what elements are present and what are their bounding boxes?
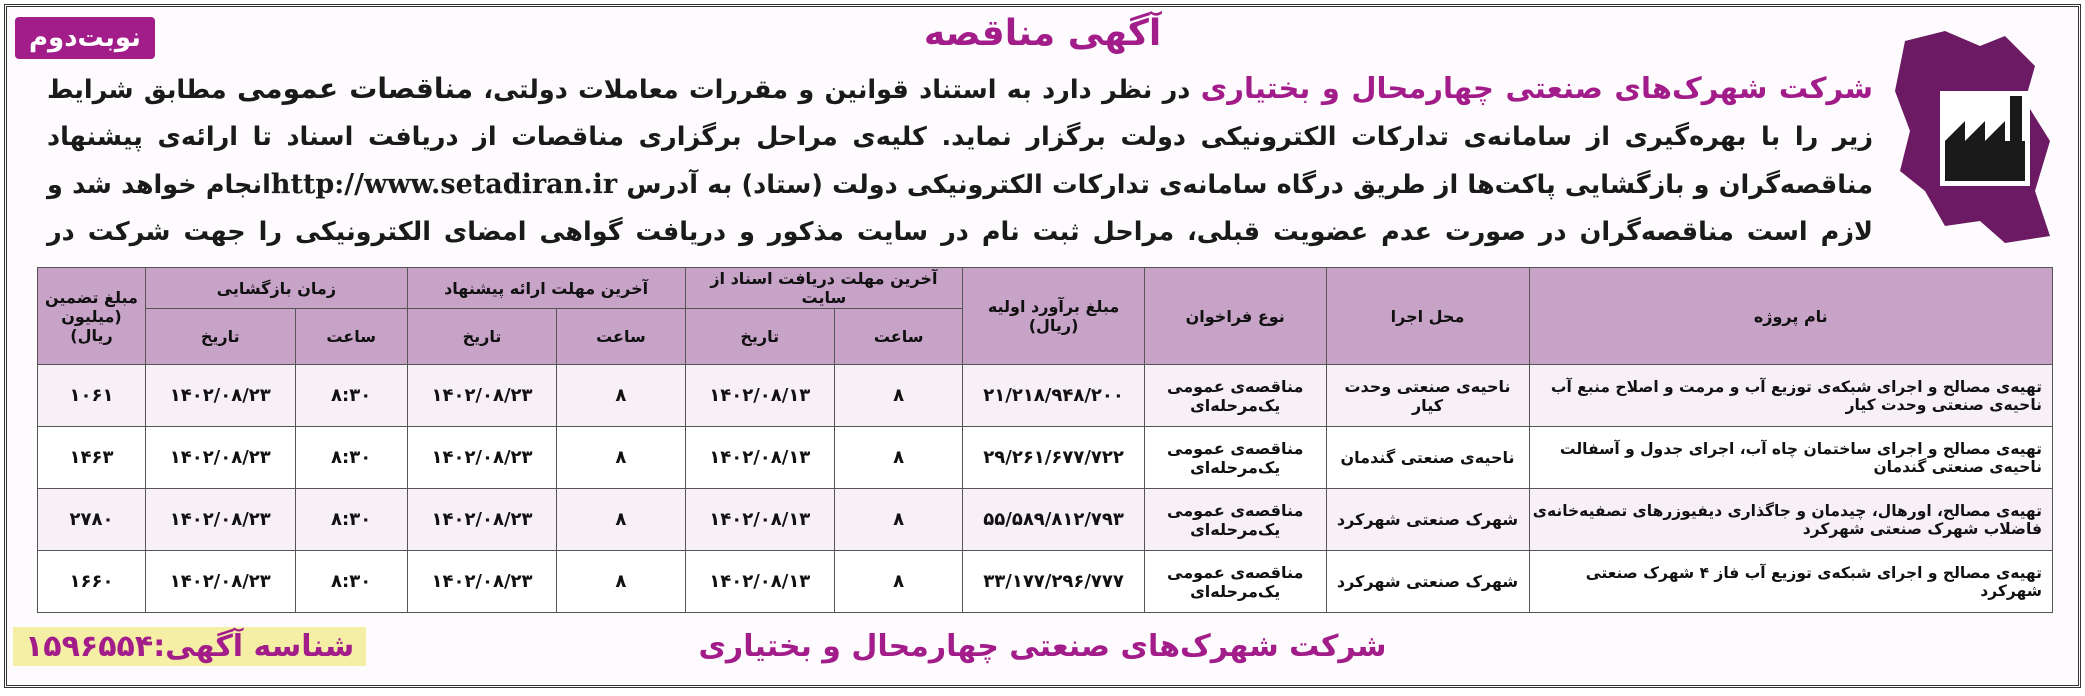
open-date: ۱۴۰۲/۰۸/۲۳ xyxy=(145,551,295,613)
intro-text-1: در نظر دارد به استناد قوانین و مقررات معاملات دولتی، xyxy=(473,75,1201,105)
project-name: تهیه‌ی مصالح و اجرای شبکه‌ی توزیع آب فاز ۴ شهرک صنعتی شهرکرد xyxy=(1529,551,2053,613)
location: شهرک صنعتی شهرکرد xyxy=(1326,551,1529,613)
doc-time: ۸ xyxy=(835,365,963,427)
open-time: ۸:۳۰ xyxy=(295,427,407,489)
location: شهرک صنعتی شهرکرد xyxy=(1326,489,1529,551)
header-date: تاریخ xyxy=(407,309,557,365)
header-date: تاریخ xyxy=(685,309,835,365)
header-guarantee: مبلغ تضمین (میلیون ریال) xyxy=(38,268,146,365)
intro-text-2: مطابق شرایط زیر را با بهره‌گیری از سامانه‌ی تدارکات الکترونیکی دولت برگزار نماید. کلیه‌ی مراحل برگزاری مناقصات از دریافت اسناد تا ارائه‌ی پیشنهاد مناقصه‌گران و بازگشایی پاکت‌ها از طریق درگاه سامانه‌ی تدارکات الکترونیکی دولت (ستاد) به آدرس xyxy=(47,75,1873,200)
factory-logo-icon xyxy=(1885,21,2060,251)
doc-date: ۱۴۰۲/۰۸/۱۳ xyxy=(685,551,835,613)
header-time: ساعت xyxy=(557,309,685,365)
guarantee: ۲۷۸۰ xyxy=(38,489,146,551)
header-location: محل اجرا xyxy=(1326,268,1529,365)
publication-round-badge: نوبت‌دوم xyxy=(15,17,155,59)
setad-link[interactable]: http://www.setadiran.ir xyxy=(270,169,618,200)
guarantee: ۱۰۶۱ xyxy=(38,365,146,427)
header-opening: زمان بازگشایی xyxy=(145,268,407,309)
open-time: ۸:۳۰ xyxy=(295,365,407,427)
doc-date: ۱۴۰۲/۰۸/۱۳ xyxy=(685,427,835,489)
offer-date: ۱۴۰۲/۰۸/۲۳ xyxy=(407,551,557,613)
doc-date: ۱۴۰۲/۰۸/۱۳ xyxy=(685,489,835,551)
estimate: ۵۵/۵۸۹/۸۱۲/۷۹۳ xyxy=(963,489,1145,551)
tender-ad xyxy=(4,4,2081,688)
call-type: مناقصه‌ی عمومی یک‌مرحله‌ای xyxy=(1144,551,1326,613)
tender-table xyxy=(37,267,2053,613)
doc-time: ۸ xyxy=(835,489,963,551)
header-date: تاریخ xyxy=(145,309,295,365)
table-row xyxy=(38,489,2053,551)
estimate: ۳۳/۱۷۷/۲۹۶/۷۷۷ xyxy=(963,551,1145,613)
location: ناحیه‌ی صنعتی وحدت کیار xyxy=(1326,365,1529,427)
company-name: شرکت شهرک‌های صنعتی چهارمحال و بختیاری xyxy=(1200,71,1873,105)
open-date: ۱۴۰۲/۰۸/۲۳ xyxy=(145,365,295,427)
open-date: ۱۴۰۲/۰۸/۲۳ xyxy=(145,489,295,551)
doc-time: ۸ xyxy=(835,427,963,489)
offer-date: ۱۴۰۲/۰۸/۲۳ xyxy=(407,365,557,427)
project-name: تهیه‌ی مصالح و اجرای شبکه‌ی توزیع آب و مرمت و اصلاح منبع آب ناحیه‌ی صنعتی وحدت کیار xyxy=(1529,365,2053,427)
guarantee: ۱۶۶۰ xyxy=(38,551,146,613)
project-name: تهیه‌ی مصالح و اجرای ساختمان چاه آب، اجرای جدول و آسفالت ناحیه‌ی صنعتی گندمان xyxy=(1529,427,2053,489)
open-date: ۱۴۰۲/۰۸/۲۳ xyxy=(145,427,295,489)
estimate: ۲۱/۲۱۸/۹۴۸/۲۰۰ xyxy=(963,365,1145,427)
call-type: مناقصه‌ی عمومی یک‌مرحله‌ای xyxy=(1144,489,1326,551)
header-call-type: نوع فراخوان xyxy=(1144,268,1326,365)
table-row xyxy=(38,427,2053,489)
header-estimate: مبلغ برآورد اولیه (ریال) xyxy=(963,268,1145,365)
offer-time: ۸ xyxy=(557,489,685,551)
ad-title: آگهی مناقصه xyxy=(923,13,1162,54)
ad-id-badge: شناسه آگهی:۱۵۹۶۵۵۴ xyxy=(13,627,366,666)
call-type: مناقصه‌ی عمومی یک‌مرحله‌ای xyxy=(1144,427,1326,489)
location: ناحیه‌ی صنعتی گندمان xyxy=(1326,427,1529,489)
table-row xyxy=(38,551,2053,613)
offer-date: ۱۴۰۲/۰۸/۲۳ xyxy=(407,489,557,551)
header-time: ساعت xyxy=(295,309,407,365)
doc-time: ۸ xyxy=(835,551,963,613)
header-time: ساعت xyxy=(835,309,963,365)
intro-text-3: انجام خواهد شد و لازم است مناقصه‌گران در صورت عدم عضویت قبلی، مراحل ثبت نام در سایت مذکور و دریافت گواهی امضای الکترونیکی را جهت شرکت در xyxy=(47,170,1873,247)
header-project: نام پروژه xyxy=(1529,268,2053,365)
open-time: ۸:۳۰ xyxy=(295,489,407,551)
table-row xyxy=(38,365,2053,427)
header-doc-deadline: آخرین مهلت دریافت اسناد از سایت xyxy=(685,268,963,309)
open-time: ۸:۳۰ xyxy=(295,551,407,613)
tender-type-highlight: مناقصات عمومی xyxy=(236,72,474,105)
offer-time: ۸ xyxy=(557,427,685,489)
offer-time: ۸ xyxy=(557,365,685,427)
call-type: مناقصه‌ی عمومی یک‌مرحله‌ای xyxy=(1144,365,1326,427)
footer-company-name: شرکت شهرک‌های صنعتی چهارمحال و بختیاری xyxy=(698,629,1387,664)
header-offer-deadline: آخرین مهلت ارائه پیشنهاد xyxy=(407,268,685,309)
estimate: ۲۹/۲۶۱/۶۷۷/۷۲۲ xyxy=(963,427,1145,489)
guarantee: ۱۴۶۳ xyxy=(38,427,146,489)
project-name: تهیه‌ی مصالح، اورهال، چیدمان و جاگذاری دیفیوزرهای تصفیه‌خانه‌ی فاضلاب شهرک صنعتی شهرکرد xyxy=(1529,489,2053,551)
offer-time: ۸ xyxy=(557,551,685,613)
offer-date: ۱۴۰۲/۰۸/۲۳ xyxy=(407,427,557,489)
doc-date: ۱۴۰۲/۰۸/۱۳ xyxy=(685,365,835,427)
